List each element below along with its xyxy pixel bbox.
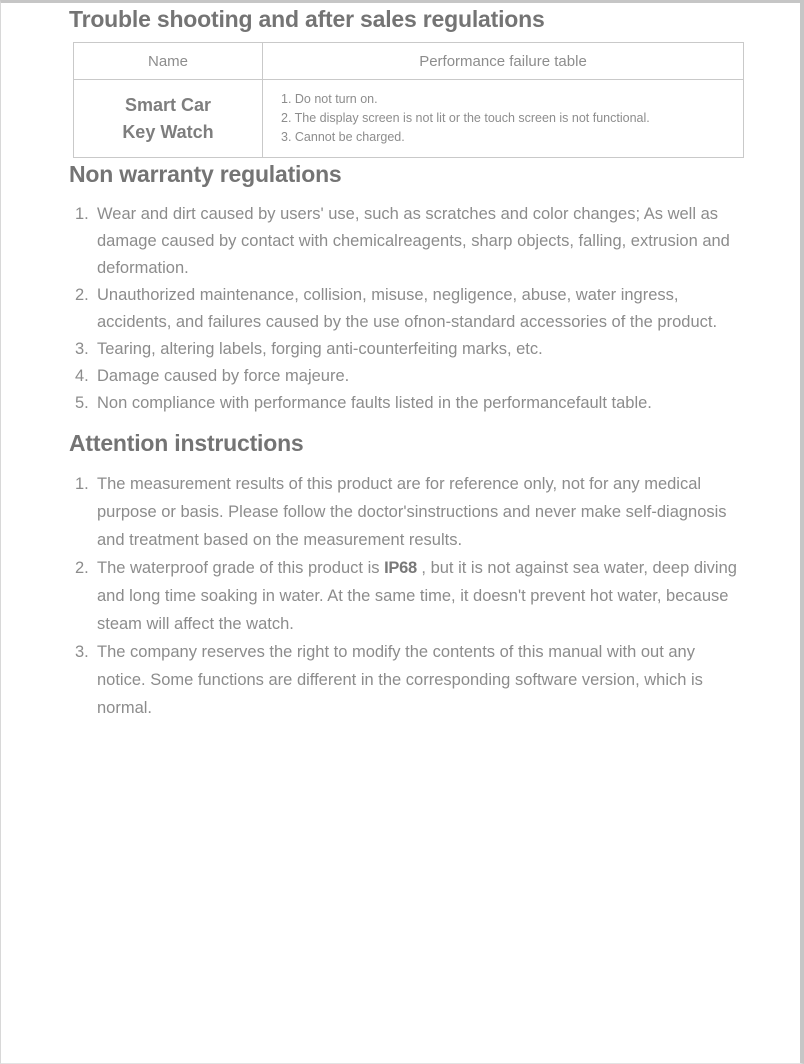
list-item-number: 3. <box>75 643 89 661</box>
list-item-number: 2. <box>75 559 89 577</box>
list-item-number: 5. <box>75 394 89 412</box>
list-item-number: 4. <box>75 367 89 385</box>
list-item <box>75 638 745 722</box>
list-item <box>75 282 745 336</box>
table-row <box>74 80 744 158</box>
section-title-attention: Attention instructions <box>69 430 304 456</box>
list-item-text: Damage caused by force majeure. <box>97 367 350 385</box>
list-item-text: Tearing, altering labels, forging anti-counterfeiting marks, etc. <box>97 340 543 358</box>
list-item-text-pre: The waterproof grade of this product is <box>97 559 385 577</box>
list-item <box>75 390 745 417</box>
waterproof-grade-value: IP68 <box>384 559 417 577</box>
list-item <box>75 554 745 638</box>
product-name-cell <box>74 80 263 158</box>
product-name-line: Smart Car <box>124 94 212 115</box>
failure-item: 1. Do not turn on. <box>281 92 378 106</box>
table-header-name: Name <box>74 43 263 80</box>
failure-item: 2. The display screen is not lit or the touch screen is not functional. <box>281 111 650 125</box>
list-item-number: 1. <box>75 205 89 223</box>
list-item-text: Wear and dirt caused by users' use, such as scratches and color changes; As well as damage caused by contact with chemicalreagents, sharp objects, falling, extrusion and deformation. <box>97 205 730 277</box>
list-item-number: 3. <box>75 340 89 358</box>
failure-item: 3. Cannot be charged. <box>281 130 405 144</box>
product-name-line: Key Watch <box>122 121 214 142</box>
table-header-row <box>74 43 744 80</box>
list-item-text-post: , but it is not against sea water, deep diving and long time soaking in water. At the same time, it doesn't prevent hot water, because steam will affect the watch. <box>97 559 737 633</box>
list-item-number: 1. <box>75 475 89 493</box>
list-item-text: The company reserves the right to modify the contents of this manual with out any notice. Some functions are different in the corresponding software version, which is normal. <box>97 643 703 717</box>
section-title-non-warranty: Non warranty regulations <box>69 161 342 187</box>
list-item <box>75 201 745 282</box>
non-warranty-list <box>69 201 745 417</box>
attention-list <box>69 470 745 722</box>
performance-failure-table <box>73 42 744 158</box>
list-item-text <box>97 554 745 638</box>
list-item-text: Non compliance with performance faults listed in the performancefault table. <box>97 394 652 412</box>
list-item-text: Unauthorized maintenance, collision, misuse, negligence, abuse, water ingress, accidents, and failures caused by the use ofnon-standard accessories of the product. <box>97 286 718 331</box>
list-item <box>75 336 745 363</box>
failure-list-cell <box>263 80 744 158</box>
list-item <box>75 470 745 554</box>
list-item-number: 2. <box>75 286 89 304</box>
table-header-performance: Performance failure table <box>263 43 744 80</box>
section-title-troubleshooting: Trouble shooting and after sales regulations <box>69 6 545 32</box>
list-item <box>75 363 745 390</box>
list-item-text: The measurement results of this product are for reference only, not for any medical purpose or basis. Please follow the doctor'sinstructions and never make self-diagnosis and treatment based on the measurement results. <box>97 475 727 549</box>
